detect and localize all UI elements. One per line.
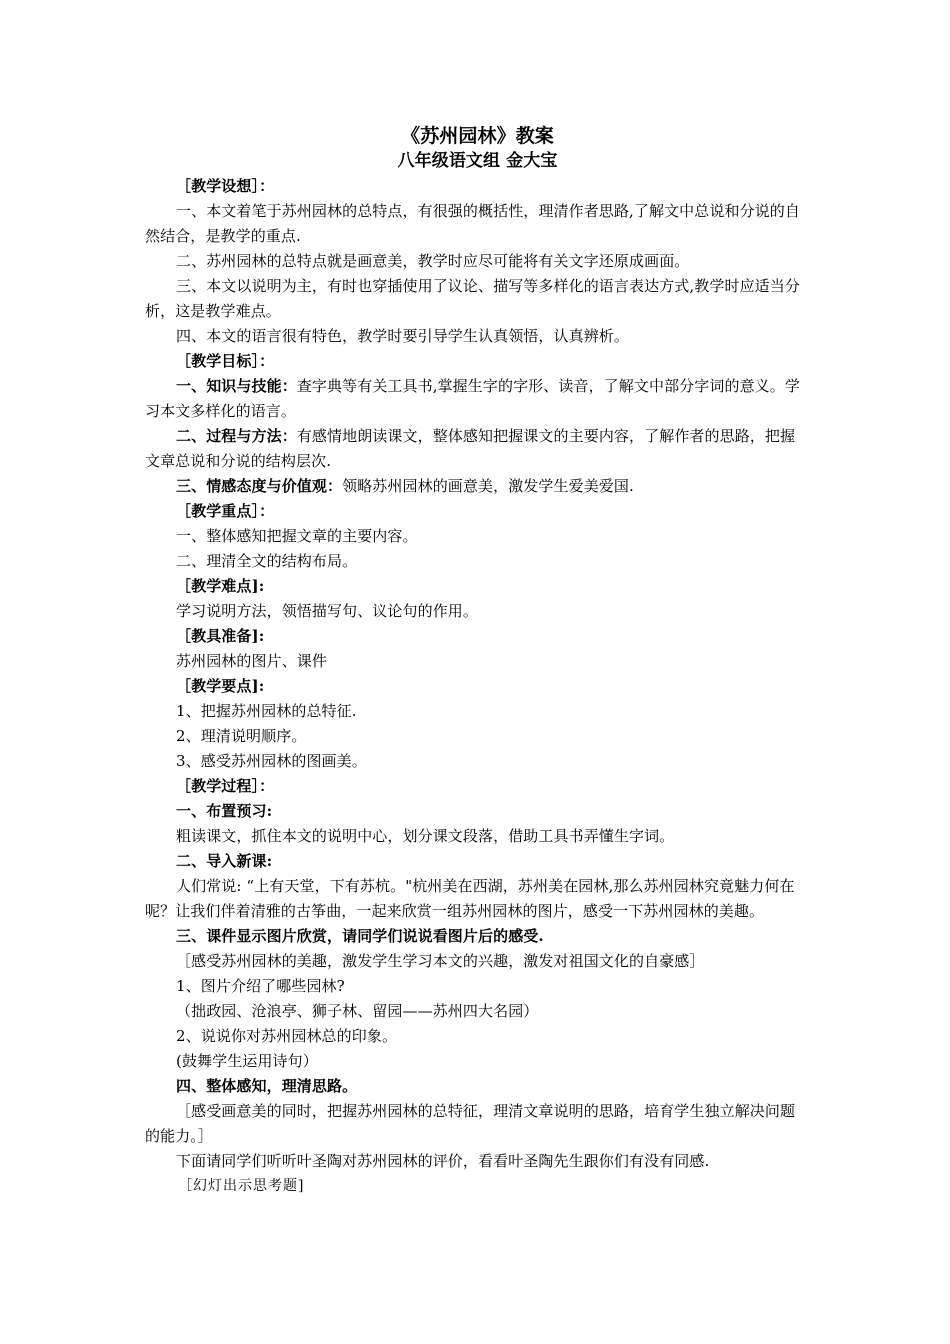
step-text: 下面请同学们听听叶圣陶对苏州园林的评价，看看叶圣陶先生跟你们有没有同感. (176, 1152, 710, 1170)
step-heading: 三、课件显示图片欣赏，请同学们说说看图片后的感受. (176, 927, 544, 945)
section-heading-tools: ［教具准备]: (176, 627, 265, 645)
key-item: 二、理清全文的结构布局。 (176, 552, 358, 570)
step-note: ［感受画意美的同时，把握苏州园林的总特征，理清文章说明的思路，培育学生独立解决问题的能力。］ (145, 1102, 796, 1145)
section-heading-points: ［教学要点]: (176, 677, 265, 695)
step-heading: 一、布置预习: (176, 802, 273, 820)
step-heading: 二、导入新课: (176, 852, 273, 870)
step-text: 粗读课文，抓住本文的说明中心，划分课文段落，借助工具书弄懂生字词。 (176, 827, 675, 845)
document-body (145, 124, 810, 1199)
goal-text: 查字典等有关工具书,掌握生字的字形、读音，了解文中部分字词的意义。学习本文多样化的语言。 (145, 377, 800, 420)
design-item: 三、本文以说明为主，有时也穿插使用了议论、描写等多样化的语言表达方式,教学时应适当分析，这是教学难点。 (145, 277, 800, 320)
points-item: 1、把握苏州园林的总特征. (176, 702, 357, 720)
difficulty-item: 学习说明方法，领悟描写句、议论句的作用。 (176, 602, 479, 620)
design-item: 二、苏州园林的总特点就是画意美，教学时应尽可能将有关文字还原成画面。 (176, 252, 690, 270)
goal-label: 三、情感态度与价值观： (176, 477, 343, 495)
step-answer: （拙政园、沧浪亭、狮子林、留园——苏州四大名园） (176, 1002, 539, 1020)
goal-text: 领略苏州园林的画意美，激发学生爱美爱国. (342, 477, 634, 495)
step-text: 人们常说: “上有天堂，下有苏杭。"杭州美在西湖，苏州美在园林,那么苏州园林究竟魅力何在呢？让我们伴着清雅的古筝曲，一起来欣赏一组苏州园林的图片，感受一下苏州园林的美趣。 (145, 877, 795, 920)
goal-item (145, 474, 810, 499)
goal-item (145, 374, 810, 424)
step-question: 2、说说你对苏州园林总的印象。 (176, 1027, 398, 1045)
step-answer: (鼓舞学生运用诗句） (176, 1052, 318, 1070)
design-item: 一、本文着笔于苏州园林的总特点，有很强的概括性，理清作者思路,了解文中总说和分说的自然结合，是教学的重点. (145, 202, 800, 245)
step-question: 1、图片介绍了哪些园林? (176, 977, 345, 995)
tools-item: 苏州园林的图片、课件 (176, 652, 328, 670)
goal-label: 一、知识与技能： (176, 377, 297, 395)
step-heading: 四、整体感知，理清思路。 (176, 1077, 358, 1095)
key-item: 一、整体感知把握文章的主要内容。 (176, 527, 418, 545)
goal-label: 二、过程与方法： (176, 427, 297, 445)
points-item: 2、理清说明顺序。 (176, 727, 307, 745)
document-author: 八年级语文组 金大宝 (397, 151, 558, 171)
document-title: 《苏州园林》教案 (401, 125, 554, 147)
goal-item (145, 424, 810, 474)
section-heading-key: ［教学重点］： (176, 502, 275, 520)
section-heading-design: ［教学设想］： (176, 177, 275, 195)
goal-text: 有感情地朗读课文，整体感知把握课文的主要内容，了解作者的思路，把握文章总说和分说的结构层次. (145, 427, 796, 470)
section-heading-process: ［教学过程］： (176, 777, 275, 795)
section-heading-difficulty: ［教学难点]: (176, 577, 265, 595)
step-note: ［感受苏州园林的美趣，激发学生学习本文的兴趣，激发对祖国文化的自豪感］ (176, 952, 705, 970)
points-item: 3、感受苏州园林的图画美。 (176, 752, 367, 770)
design-item: 四、本文的语言很有特色，教学时要引导学生认真领悟，认真辨析。 (176, 327, 630, 345)
section-heading-goals: ［教学目标］： (176, 352, 275, 370)
slide-prompt: ［幻灯出示思考题] (178, 1178, 305, 1194)
